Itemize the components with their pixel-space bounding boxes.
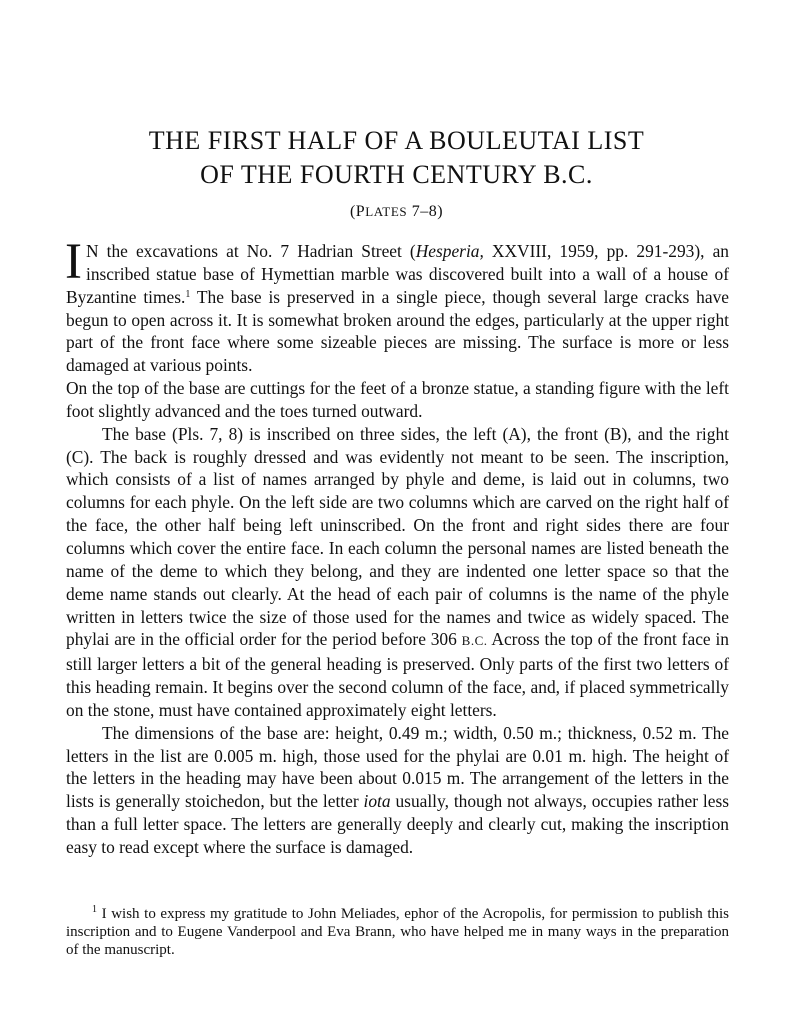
paragraph-3 bbox=[66, 423, 729, 722]
era-abbreviation: B.C. bbox=[461, 633, 488, 649]
plates-reference bbox=[0, 203, 793, 221]
paragraph-1-text-a: N the excavations at No. 7 Hadrian Street ( bbox=[85, 241, 416, 261]
footnote-text: I wish to express my gratitude to John Meliades, ephor of the Acropolis, for permission to publish this inscription and to Eugene Vanderpool and Eva Brann, who have helped me in many ways in the preparation of the manuscript. bbox=[66, 906, 729, 958]
footnote bbox=[66, 906, 729, 959]
paragraph-3-text-b: Across the top of the front face in still larger letters a bit of the general heading is preserved. Only parts of the first two letters of this heading remain. It begins over the second column of the face, and, if placed symmetrically on the stone, must have contained approximately eight letters. bbox=[66, 629, 729, 720]
paragraph-1-text-c: The base is preserved in a single piece, though several large cracks have begun to open across it. It is somewhat broken around the edges, particularly at the upper right part of the front face where some sizeable pieces are missing. The surface is more or less damaged at various points. bbox=[66, 286, 729, 376]
footnote-marker: 1 bbox=[92, 904, 97, 915]
plates-word-initial: P bbox=[355, 203, 366, 220]
plates-word-smallcaps: LATES bbox=[365, 204, 408, 219]
paragraph-1-text-b: XXVIII, 1959, pp. 291-293), an inscribed statue base of Hymettian marble was discovered built into a wall of a house of Byzantine times. bbox=[66, 241, 729, 307]
plates-open-paren: ( bbox=[349, 203, 356, 220]
paragraph-4-text-b: usually, though not always, occupies rather less than a full letter space. The letters are generally deeply and clearly cut, making the inscription easy to read except where the surface is damaged. bbox=[66, 791, 729, 857]
article-title-line-2: OF THE FOURTH CENTURY B.C. bbox=[200, 160, 593, 189]
paragraph-2: On the top of the base are cuttings for the feet of a bronze statue, a standing figure with the left foot slightly advanced and the toes turned outward. bbox=[66, 378, 729, 421]
paragraph-1 bbox=[65, 234, 729, 377]
article-title-line-1: THE FIRST HALF OF A BOULEUTAI LIST bbox=[148, 126, 645, 155]
iota-term: iota bbox=[363, 791, 391, 812]
plates-range: 7–8) bbox=[407, 203, 444, 220]
paragraph-4 bbox=[66, 722, 729, 859]
paragraph-3-text-a: The base (Pls. 7, 8) is inscribed on three sides, the left (A), the front (B), and the right (C). The back is roughly dressed and was evidently not meant to be seen. The inscription, which consists of a list of names arranged by phyle and deme, is laid out in columns, two columns for each phyle. On the left side are two columns which are carved on the right half of the face, the other half being left uninscribed. On the front and right sides there are four columns which cover the entire face. In each column the personal names are listed beneath the name of the deme to which they belong, and they are indented one letter space so that the deme name stands out clearly. At the head of each pair of columns is the name of the phyle written in letters twice the size of those used for the names and twice as widely spaced. The phylai are in the official order for the period before 306 bbox=[66, 423, 729, 650]
article-body bbox=[65, 234, 729, 859]
footnote-paragraph bbox=[66, 906, 729, 959]
drop-cap: I bbox=[65, 234, 82, 290]
journal-title: Hesperia, bbox=[415, 241, 484, 261]
footnote-reference[interactable]: 1 bbox=[185, 288, 191, 300]
paragraph-4-text-a: The dimensions of the base are: height, 0.49 m.; width, 0.50 m.; thickness, 0.52 m. The letters in the list are 0.005 m. high, those used for the phylai are 0.01 m. high. The height of the letters in the heading may have been about 0.015 m. The arrangement of the letters in the lists is generally stoichedon, but the letter bbox=[66, 722, 729, 812]
